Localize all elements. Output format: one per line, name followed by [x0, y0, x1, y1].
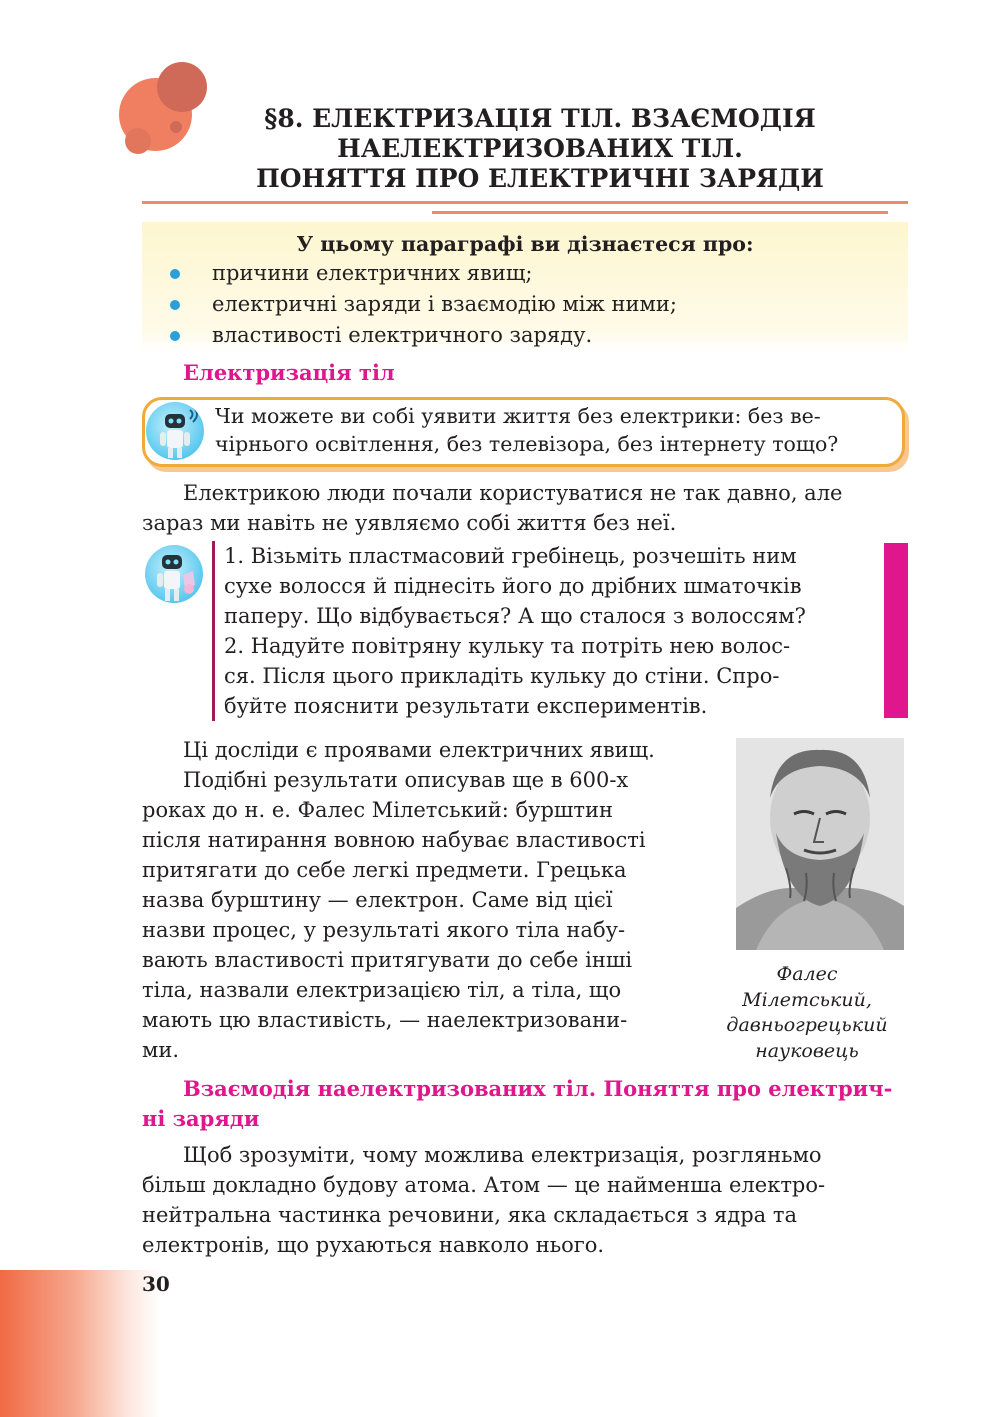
intro-box: У цьому параграфі ви дізнаєтеся про: причини електричних явищ; електричні заряди і взаємодію між ними; властивості електричного заряду.: [142, 222, 908, 352]
robot-experiment-icon: [145, 545, 203, 603]
paragraph-intro: Електрикою люди почали користуватися не так давно, але зараз ми навіть не уявляємо собі життя без неї.: [142, 481, 843, 535]
decor-circle-tiny: [170, 121, 182, 133]
thales-bust-image: [736, 738, 904, 950]
robot-icon: [146, 402, 204, 460]
title-line-3: ПОНЯТТЯ ПРО ЕЛЕКТРИЧНІ ЗАРЯДИ: [256, 164, 824, 193]
section-heading-interaction: Взаємодія наелектризованих тіл. Поняття про електрич- ні заряди: [142, 1076, 893, 1131]
title-rule-top: [142, 201, 908, 204]
intro-heading: У цьому параграфі ви дізнаєтеся про:: [296, 232, 754, 256]
experiment-text: 1. Візьміть пластмасовий гребінець, розчешіть ним сухе волосся й піднесіть його до дрібних шматочків паперу. Що відбувається? А що сталося з волоссям? 2. Надуйте повітряну кульку та потріть нею волос- ся. Після цього прикладіть кульку до стіни. Спро- буйте пояснити результати експериментів.: [224, 544, 806, 718]
experiment-bar: [212, 541, 215, 721]
page-title: [230, 104, 850, 194]
question-box: [142, 397, 905, 467]
page-number: 30: [142, 1272, 170, 1296]
title-line-2: НАЕЛЕКТРИЗОВАНИХ ТІЛ.: [337, 134, 743, 163]
paragraph-thales: Ці досліди є проявами електричних явищ. Подібні результати описував ще в 600-х роках до н. е. Фалес Мілетський: бурштин після натирання вовною набуває властивості притягати до себе легкі предмети. Грецька назва бурштину — електрон. Саме від цієї назви процес, у результаті якого тіла набу- вають властивості притягувати до себе інші тіла, назвали електризацією тіл, а тіла, що мають цю властивість, — наелектризовани- ми.: [142, 738, 655, 1062]
decor-circle-small: [125, 128, 151, 154]
paragraph-atom: Щоб зрозуміти, чому можлива електризація, розгляньмо більш докладно будову атома. Атом — це найменша електро- нейтральна частинка речовини, яка складається з ядра та електронів, що рухаються навколо нього.: [142, 1143, 826, 1257]
bullet-icon: [170, 269, 180, 279]
title-rule-bottom: [432, 211, 888, 214]
experiment-marker: [884, 543, 908, 718]
corner-decoration: [0, 1270, 160, 1417]
decor-circle-dark: [157, 62, 207, 112]
image-caption: Фалес Мілетський, давньогрецький науковець: [726, 963, 888, 1062]
section-heading-electrization: Електризація тіл: [183, 360, 395, 385]
title-line-1: §8. ЕЛЕКТРИЗАЦІЯ ТІЛ. ВЗАЄМОДІЯ: [264, 104, 816, 133]
question-text: Чи можете ви собі уявити життя без електрики: без ве- чірнього освітлення, без телевізора, без інтернету тощо?: [215, 404, 839, 456]
bullet-icon: [170, 331, 180, 341]
bullet-icon: [170, 300, 180, 310]
